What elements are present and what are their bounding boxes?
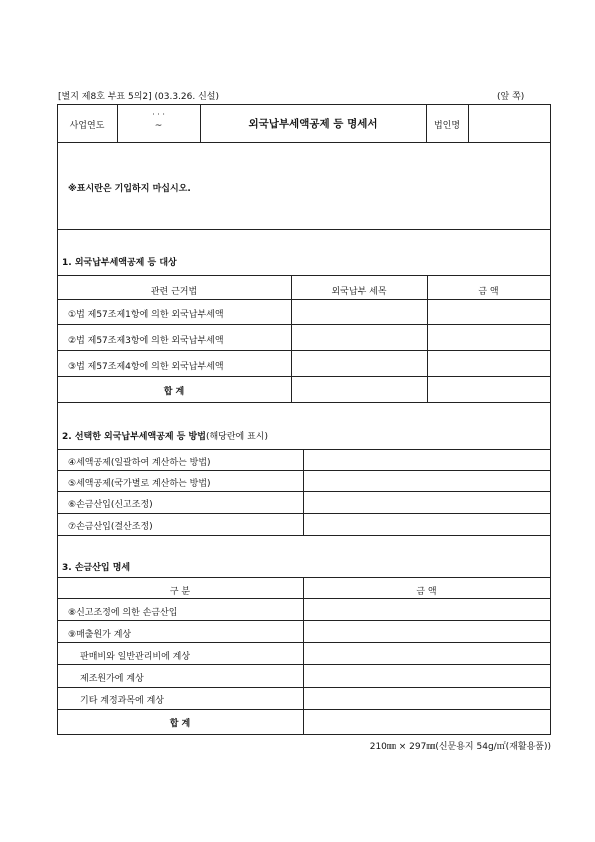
table-row-basis: ③법 제57조제4항에 의한 외국납부세액 bbox=[68, 362, 224, 372]
table-row-basis: ②법 제57조제3항에 의한 외국납부세액 bbox=[68, 336, 224, 346]
col-amount-header: 금 액 bbox=[416, 587, 437, 597]
section2-heading: 2. 선택한 외국납부세액공제 등 방법 bbox=[62, 432, 206, 442]
deduction-row-label: 기타 계정과목에 계상 bbox=[80, 696, 164, 706]
section1-total-label: 합 계 bbox=[163, 387, 185, 397]
section3-heading: 3. 손금산입 명세 bbox=[62, 563, 131, 573]
section2-heading-note: (해당란에 표시) bbox=[205, 432, 268, 442]
section3-total-label: 합 계 bbox=[169, 719, 191, 729]
business-year-tilde: ~ bbox=[154, 121, 163, 131]
business-year-label: 사업연도 bbox=[69, 121, 105, 131]
col-category-header: 구 분 bbox=[169, 587, 191, 597]
method-option-label: ⑥손금산입(신고조정) bbox=[68, 500, 153, 510]
deduction-row-label: ⑨매출원가 계상 bbox=[68, 630, 132, 640]
deduction-row-label: 제조원가에 계상 bbox=[80, 674, 144, 684]
table-row-basis: ①법 제57조제1항에 의한 외국납부세액 bbox=[68, 310, 224, 320]
col-amount-header: 금 액 bbox=[478, 287, 499, 297]
method-option-label: ⑤세액공제(국가별로 계산하는 방법) bbox=[68, 479, 211, 489]
page-side-label: (앞 쪽) bbox=[497, 92, 525, 102]
deduction-row-label: 판매비와 일반관리비에 계상 bbox=[80, 652, 191, 662]
deduction-row-label: ⑧신고조정에 의한 손금산입 bbox=[68, 608, 178, 618]
method-option-label: ⑦손금산입(결산조정) bbox=[68, 522, 153, 532]
form-title: 외국납부세액공제 등 명세서 bbox=[248, 118, 378, 130]
form-reference: [별지 제8호 부표 5의2] (03.3.26. 신설) bbox=[58, 92, 219, 102]
col-foreign-tax-header: 외국납부 세목 bbox=[331, 287, 387, 297]
notice-text: ※표시란은 기입하지 마십시오. bbox=[68, 184, 191, 194]
paper-spec-footer: 210㎜ × 297㎜(신문용지 54g/㎡(재활용품)) bbox=[369, 742, 551, 752]
section1-heading: 1. 외국납부세액공제 등 대상 bbox=[62, 258, 177, 268]
section2-heading-wrap bbox=[62, 429, 268, 442]
col-basis-header: 관련 근거법 bbox=[150, 287, 198, 297]
business-year-dots: · · · bbox=[152, 110, 165, 119]
corp-name-label: 법인명 bbox=[433, 121, 461, 131]
method-option-label: ④세액공제(일괄하여 계산하는 방법) bbox=[68, 458, 211, 468]
